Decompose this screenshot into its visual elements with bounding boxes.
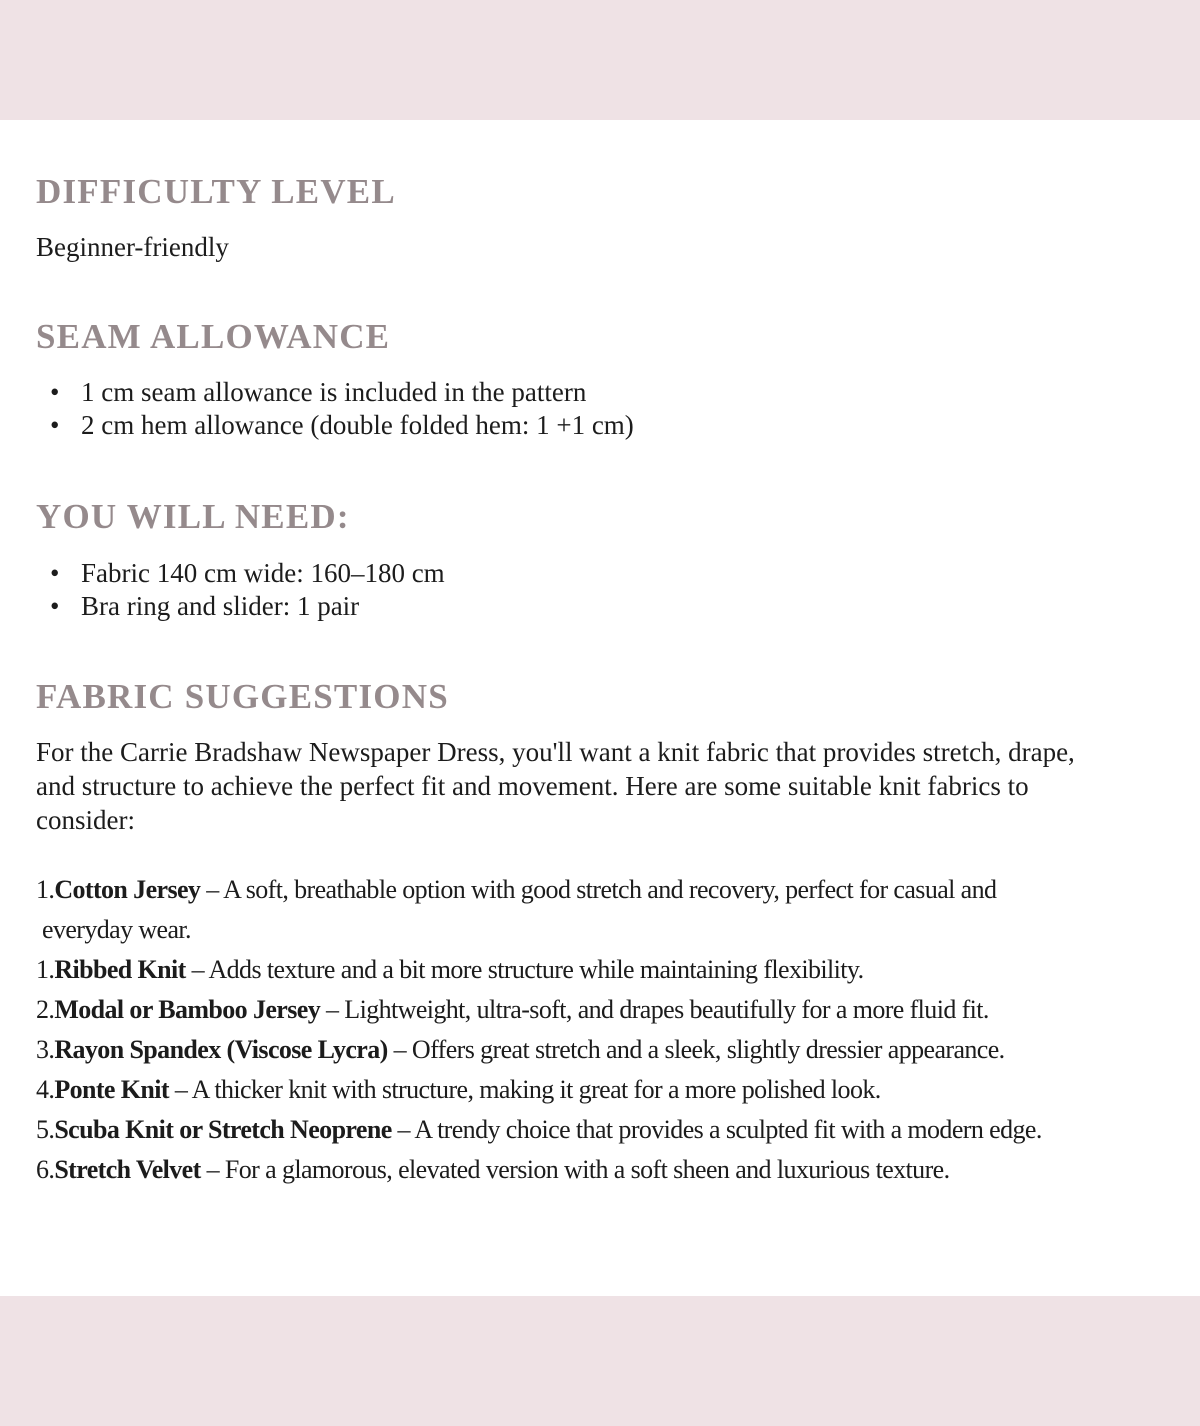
fabric-item-desc: – For a glamorous, elevated version with a soft sheen and luxurious texture. bbox=[200, 1155, 950, 1184]
need-heading: YOU WILL NEED: bbox=[36, 497, 350, 536]
fabric-intro-line: and structure to achieve the perfect fit and movement. Here are some suitable knit fabrics to bbox=[36, 771, 1029, 801]
fabric-intro-line: For the Carrie Bradshaw Newspaper Dress, you'll want a knit fabric that provides stretch, drape, bbox=[36, 737, 1075, 767]
fabric-item-desc: – Lightweight, ultra-soft, and drapes beautifully for a more fluid fit. bbox=[320, 995, 989, 1024]
fabric-item bbox=[36, 1150, 1176, 1190]
fabric-item bbox=[36, 870, 1176, 950]
fabric-item bbox=[36, 1110, 1176, 1150]
fabric-item-number: 4. bbox=[36, 1075, 55, 1104]
bullet-icon: • bbox=[50, 377, 60, 407]
fabric-item-desc: – A thicker knit with structure, making it great for a more polished look. bbox=[168, 1075, 881, 1104]
top-band bbox=[0, 0, 1200, 120]
seam-heading: SEAM ALLOWANCE bbox=[36, 317, 391, 356]
list-item bbox=[36, 409, 634, 442]
fabric-intro bbox=[36, 735, 1075, 837]
fabric-item-number: 5. bbox=[36, 1115, 55, 1144]
fabric-item-number: 6. bbox=[36, 1155, 55, 1184]
fabric-item-desc: – Adds texture and a bit more structure while maintaining flexibility. bbox=[185, 955, 864, 984]
fabric-item-number: 3. bbox=[36, 1035, 55, 1064]
list-item-text: 2 cm hem allowance (double folded hem: 1 +1 cm) bbox=[81, 410, 634, 440]
fabric-item-desc: – A trendy choice that provides a sculpted fit with a modern edge. bbox=[391, 1115, 1042, 1144]
list-item-text: Fabric 140 cm wide: 160–180 cm bbox=[81, 558, 445, 588]
seam-list bbox=[36, 376, 634, 442]
fabric-item-desc: – A soft, breathable option with good stretch and recovery, perfect for casual and bbox=[200, 875, 997, 904]
bottom-band bbox=[0, 1296, 1200, 1426]
fabric-item-name: Stretch Velvet bbox=[54, 1155, 201, 1184]
fabric-list bbox=[36, 870, 1176, 1190]
bullet-icon: • bbox=[50, 558, 60, 588]
fabric-item-desc-continued: everyday wear. bbox=[42, 915, 191, 944]
fabric-item-name: Modal or Bamboo Jersey bbox=[54, 995, 321, 1024]
fabric-item-desc: – Offers great stretch and a sleek, slightly dressier appearance. bbox=[387, 1035, 1005, 1064]
list-item bbox=[36, 557, 445, 590]
fabric-item-number: 1. bbox=[36, 875, 55, 904]
fabric-item bbox=[36, 1030, 1176, 1070]
bullet-icon: • bbox=[50, 410, 60, 440]
fabric-item-name: Cotton Jersey bbox=[54, 875, 201, 904]
fabric-item bbox=[36, 950, 1176, 990]
difficulty-heading: DIFFICULTY LEVEL bbox=[36, 172, 396, 211]
difficulty-text: Beginner-friendly bbox=[36, 232, 229, 262]
fabric-intro-line: consider: bbox=[36, 805, 135, 835]
fabric-item-name: Rayon Spandex (Viscose Lycra) bbox=[54, 1035, 388, 1064]
fabric-item bbox=[36, 990, 1176, 1030]
fabric-item-name: Ribbed Knit bbox=[54, 955, 186, 984]
need-list bbox=[36, 557, 445, 623]
list-item-text: Bra ring and slider: 1 pair bbox=[81, 591, 360, 621]
list-item bbox=[36, 590, 445, 623]
list-item bbox=[36, 376, 634, 409]
fabric-item-number: 1. bbox=[36, 955, 55, 984]
list-item-text: 1 cm seam allowance is included in the pattern bbox=[81, 377, 587, 407]
document-page bbox=[0, 120, 1200, 1296]
fabric-item bbox=[36, 1070, 1176, 1110]
fabric-item-name: Ponte Knit bbox=[54, 1075, 169, 1104]
bullet-icon: • bbox=[50, 591, 60, 621]
fabric-item-name: Scuba Knit or Stretch Neoprene bbox=[54, 1115, 392, 1144]
fabric-item-number: 2. bbox=[36, 995, 55, 1024]
fabric-heading: FABRIC SUGGESTIONS bbox=[36, 677, 449, 716]
